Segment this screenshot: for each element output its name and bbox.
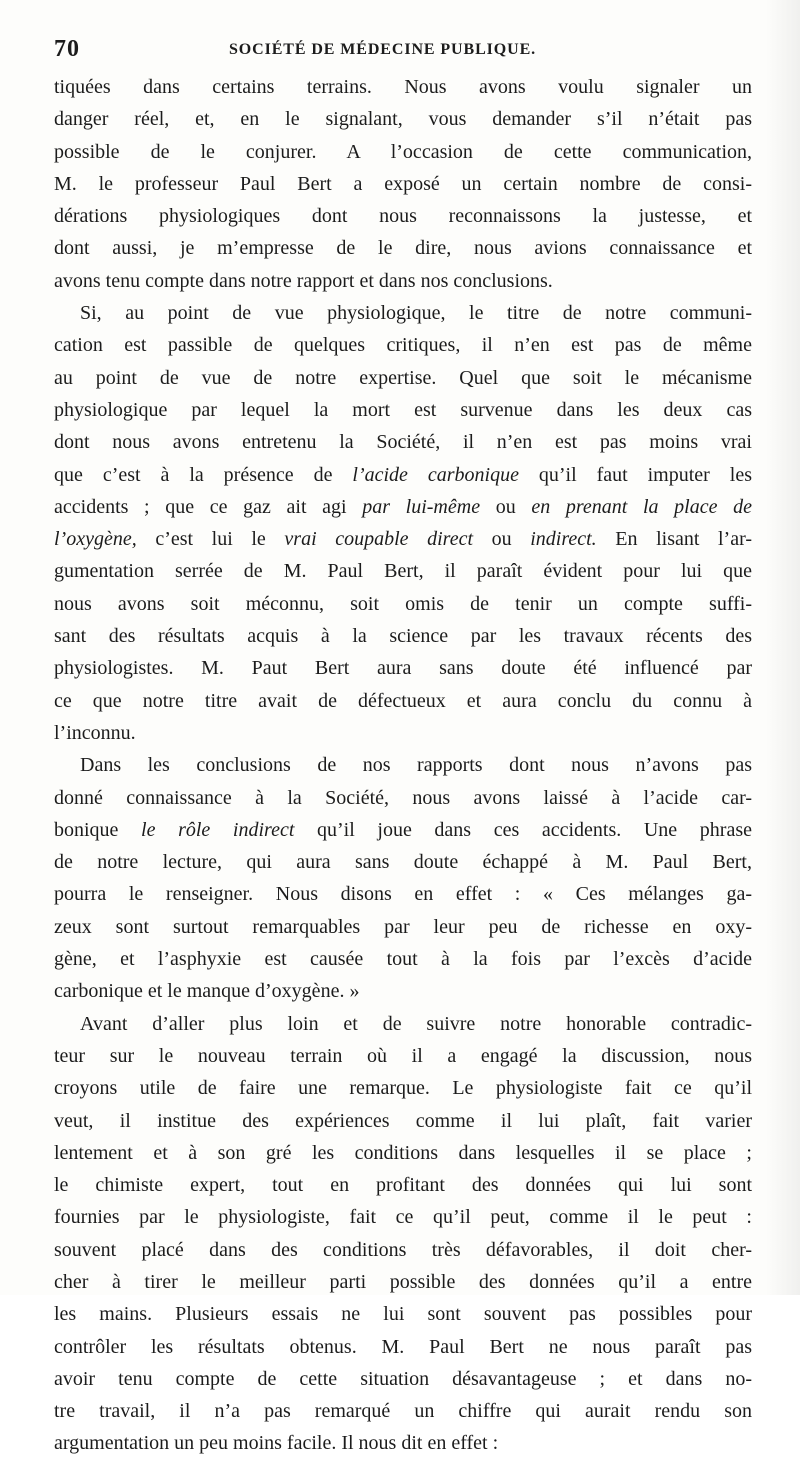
text-segment: tiquées dans certains terrains. Nous avons voulu signaler un [54,76,752,98]
italic-text: le rôle indirect [141,818,295,841]
text-segment: sant des résultats acquis à la science par les travaux récents des [54,625,752,648]
running-head [54,36,754,62]
text-line [54,1298,752,1330]
text-line [54,685,752,717]
text-line [54,975,752,1007]
text-segment: ou [473,528,531,551]
text-line [54,749,752,781]
text-line [54,1395,752,1427]
text-line [54,426,752,458]
text-line [54,911,752,943]
italic-text: vrai coupable direct [284,528,474,551]
text-segment: pourra le renseigner. Nous disons en effet : « Ces mélanges ga- [54,883,752,906]
page-gutter-shadow [766,0,800,1295]
text-line [54,71,752,103]
text-segment: contrôler les résultats obtenus. M. Paul Bert ne nous paraît pas [54,1335,752,1358]
text-line [54,232,752,264]
text-line [54,717,752,749]
text-line [54,814,752,846]
text-segment: tre travail, il n’a pas remarqué un chiffre qui aurait rendu son [54,1400,752,1423]
text-segment: souvent placé dans des conditions très défavorables, il doit cher- [54,1238,752,1261]
text-segment: En lisant l’ar- [596,528,752,551]
text-segment: croyons utile de faire une remarque. Le physiologiste fait ce qu’il [54,1077,752,1100]
text-line [54,652,752,684]
text-segment: teur sur le nouveau terrain où il a engagé la discussion, nous [54,1044,752,1067]
text-segment: Avant d’aller plus loin et de suivre notre honorable contradic- [80,1012,752,1035]
text-line [54,1427,752,1459]
text-segment: dont nous avons entretenu la Société, il n’en est pas moins vrai [54,431,752,454]
text-segment: physiologistes. M. Paut Bert aura sans doute été influencé par [54,657,752,680]
text-line [54,1072,752,1104]
text-segment: donné connaissance à la Société, nous avons laissé à l’acide car- [54,786,752,809]
text-line [54,878,752,910]
text-segment: dérations physiologiques dont nous reconnaissons la justesse, et [54,205,752,228]
text-line [54,1169,752,1201]
text-segment: au point de vue de notre expertise. Quel que soit le mécanisme [54,366,752,389]
body-text [54,71,752,1460]
text-segment: carbonique et le manque d’oxygène. » [54,980,360,1003]
italic-text: l’acide carbonique [352,463,519,486]
text-line [54,943,752,975]
text-line [54,200,752,232]
text-line [54,1137,752,1169]
text-segment: cher à tirer le meilleur parti possible des données qu’il a entre [54,1270,752,1293]
text-line [54,362,752,394]
text-segment: bonique [54,818,142,841]
text-segment: gumentation serrée de M. Paul Bert, il paraît évident pour lui que [54,560,752,583]
text-segment: gène, et l’asphyxie est causée tout à la fois par l’excès d’acide [54,948,752,971]
text-line [54,588,752,620]
text-segment: qu’il faut imputer les [518,463,752,486]
text-line [54,1105,752,1137]
text-line [54,297,752,329]
italic-text: en prenant la place de [531,495,752,518]
text-segment: physiologique par lequel la mort est survenue dans les deux cas [54,398,752,421]
text-segment: avons tenu compte dans notre rapport et dans nos conclusions. [54,269,553,292]
text-segment: Dans les conclusions de nos rapports dont nous n’avons pas [80,754,752,777]
text-line [54,168,752,200]
text-segment: nous avons soit méconnu, soit omis de tenir un compte suffi- [54,592,752,615]
text-segment: accidents ; que ce gaz ait agi [54,495,363,518]
text-segment: le chimiste expert, tout en profitant des données qui lui sont [54,1174,752,1197]
text-segment: c’est lui le [136,528,285,551]
page-number: 70 [54,36,80,62]
text-segment: fournies par le physiologiste, fait ce qu’il peut, comme il le peut : [54,1206,752,1229]
text-line [54,394,752,426]
text-line [54,1234,752,1266]
italic-text: l’oxygène, [54,528,137,551]
text-line [54,136,752,168]
text-segment: possible de le conjurer. A l’occasion de cette communication, [54,140,752,163]
text-line [54,782,752,814]
text-line [54,846,752,878]
journal-title: SOCIÉTÉ DE MÉDECINE PUBLIQUE. [229,41,537,58]
text-segment: les mains. Plusieurs essais ne lui sont souvent pas possibles pour [54,1303,752,1326]
text-segment: dont aussi, je m’empresse de le dire, nous avions connaissance et [54,237,752,260]
text-line [54,1008,752,1040]
text-segment: ou [480,495,532,518]
text-line [54,555,752,587]
text-line [54,1363,752,1395]
text-segment: zeux sont surtout remarquables par leur peu de richesse en oxy- [54,915,752,938]
text-line [54,459,752,491]
text-line [54,1201,752,1233]
text-line [54,103,752,135]
text-segment: avoir tenu compte de cette situation désavantageuse ; et dans no- [54,1367,752,1390]
text-line [54,1040,752,1072]
text-segment: de notre lecture, qui aura sans doute échappé à M. Paul Bert, [54,851,752,874]
text-segment: cation est passible de quelques critiques, il n’en est pas de même [54,334,752,357]
italic-text: indirect. [530,528,597,551]
text-segment: qu’il joue dans ces accidents. Une phrase [294,818,752,841]
text-line [54,523,752,555]
text-line [54,1331,752,1363]
text-line [54,265,752,297]
text-segment: danger réel, et, en le signalant, vous demander s’il n’était pas [54,108,752,131]
text-segment: que c’est à la présence de [54,463,353,486]
italic-text: par lui-même [362,495,481,518]
text-segment: M. le professeur Paul Bert a exposé un certain nombre de consi- [54,172,752,195]
text-segment: ce que notre titre avait de défectueux et aura conclu du connu à [54,689,752,712]
text-segment: veut, il institue des expériences comme il lui plaît, fait varier [54,1109,752,1132]
text-line [54,1266,752,1298]
text-line [54,491,752,523]
text-segment: argumentation un peu moins facile. Il nous dit en effet : [54,1432,499,1455]
text-line [54,620,752,652]
text-segment: lentement et à son gré les conditions dans lesquelles il se place ; [54,1141,752,1164]
text-segment: Si, au point de vue physiologique, le titre de notre communi- [80,302,752,325]
text-segment: l’inconnu. [54,721,136,744]
text-line [54,329,752,361]
